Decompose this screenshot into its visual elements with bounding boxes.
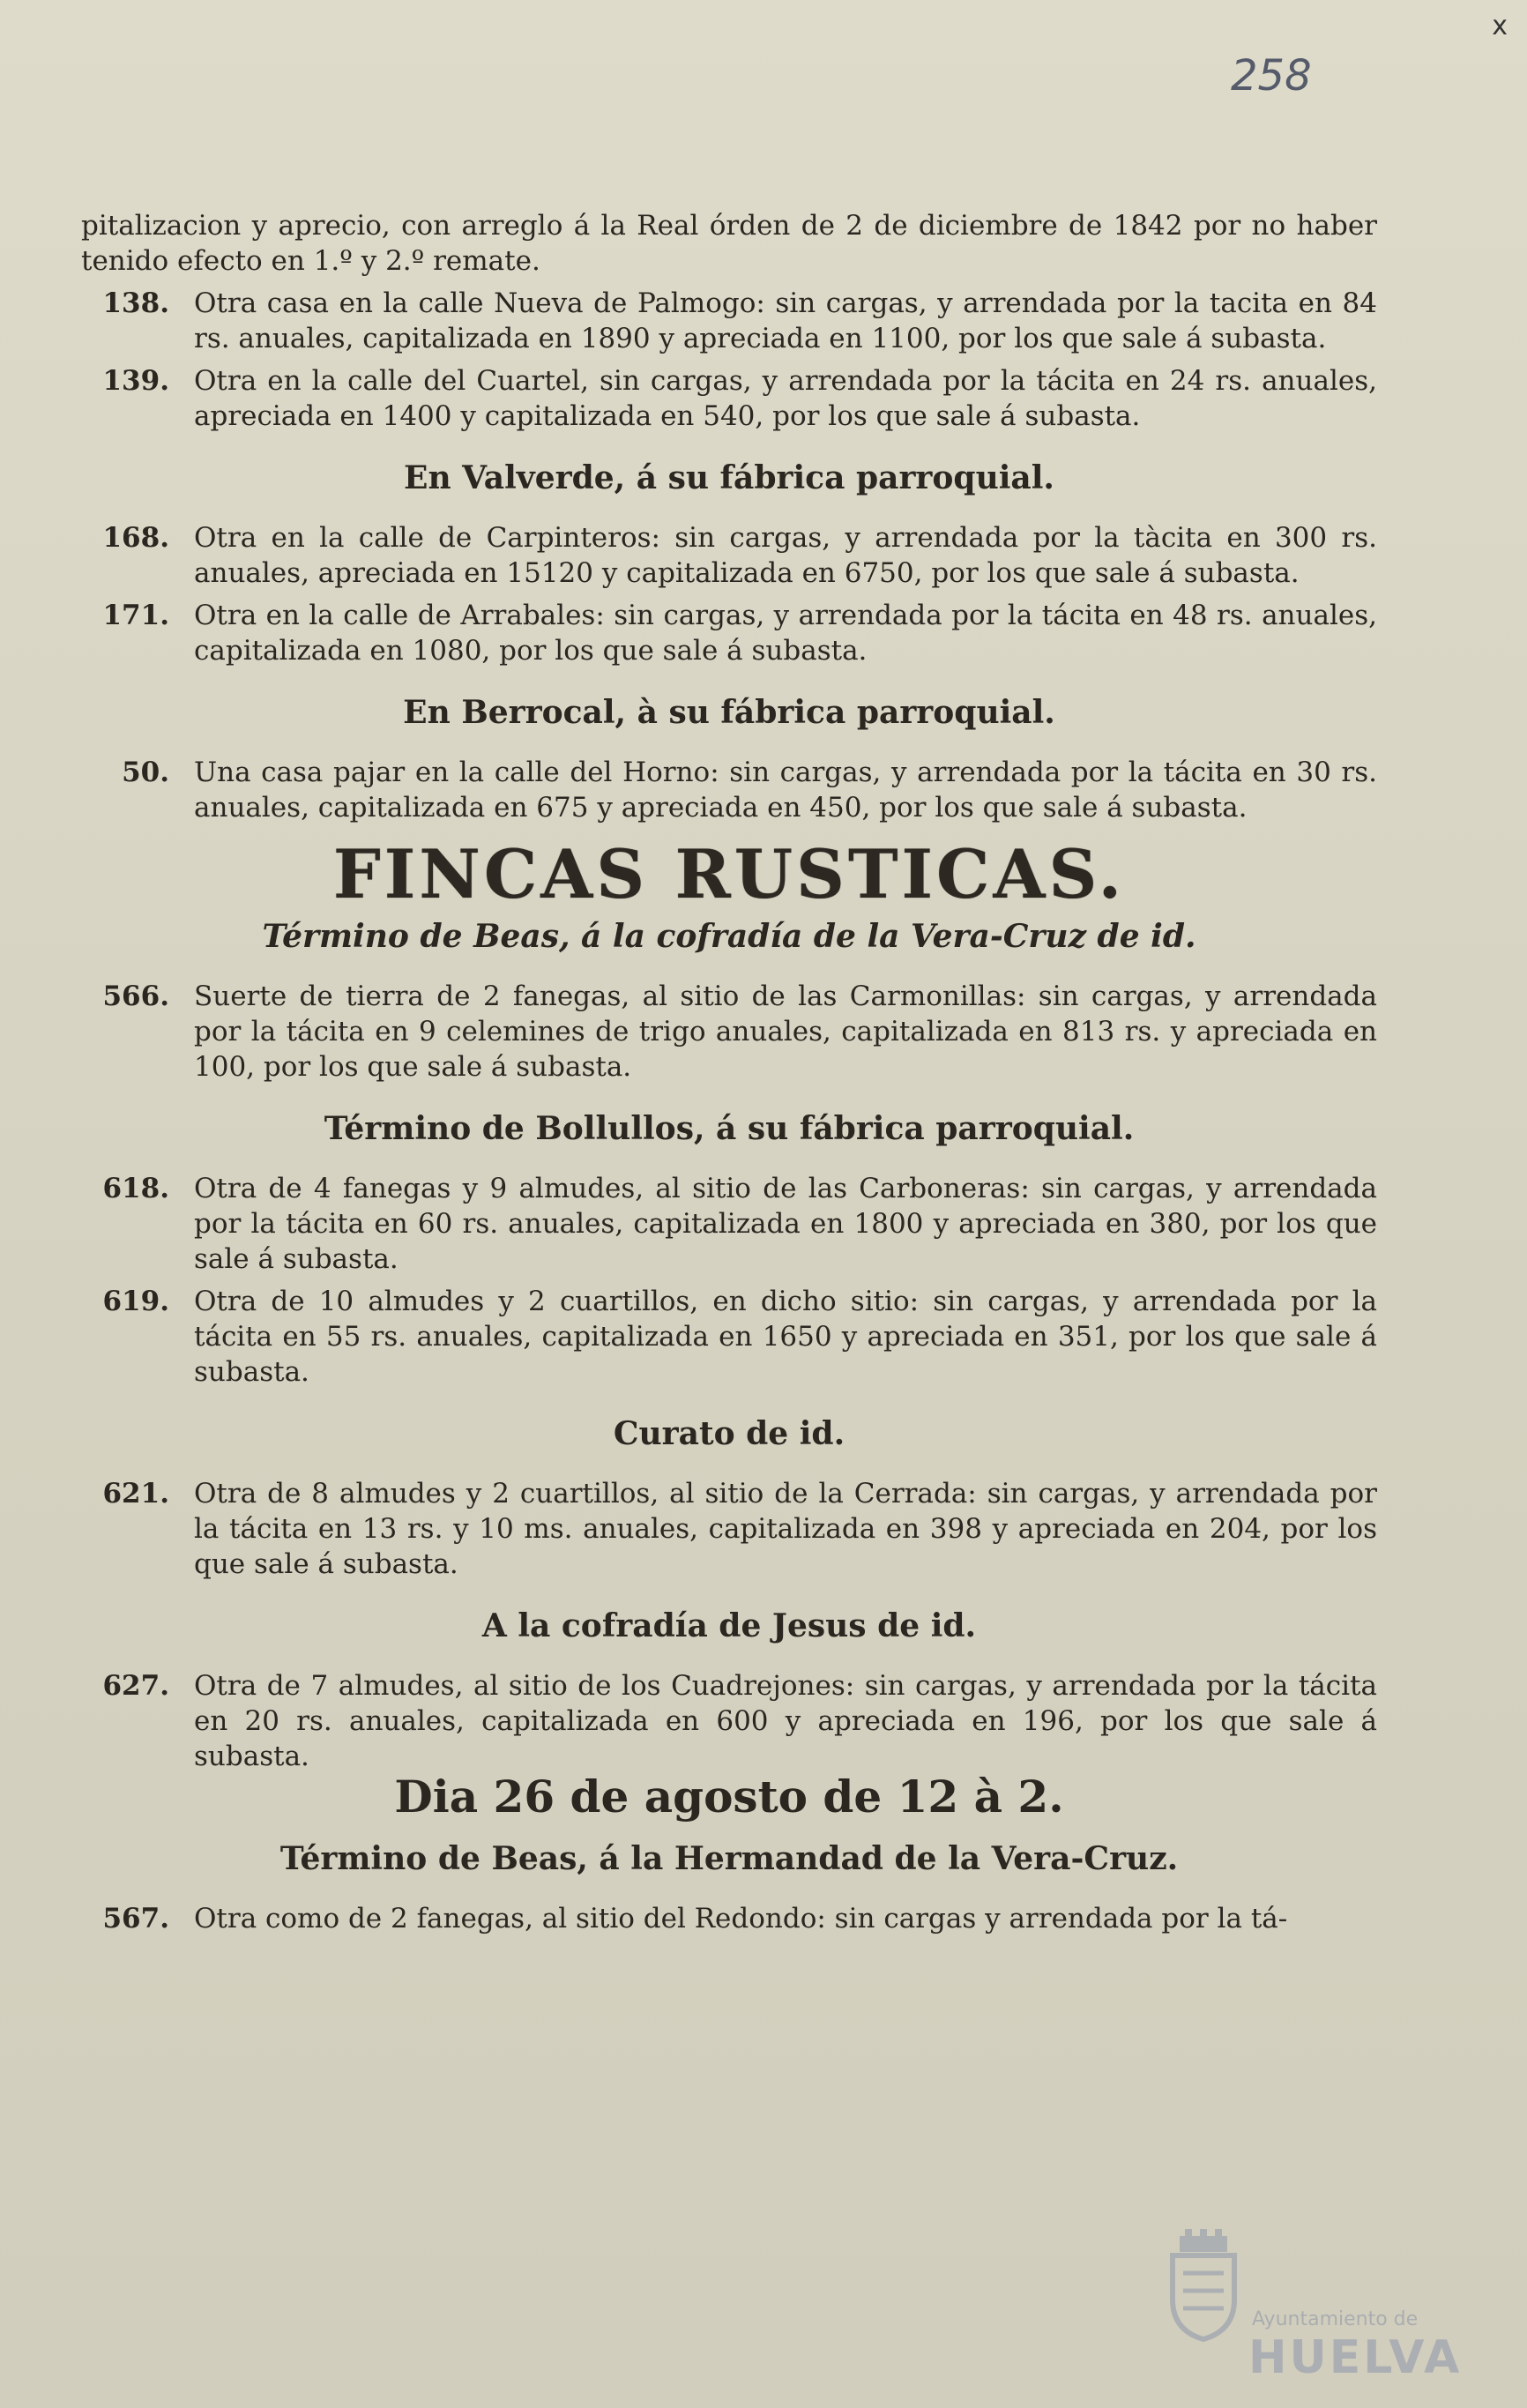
entry-138	[81, 286, 1377, 356]
section-heading-beas-hermandad: Término de Beas, á la Hermandad de la Vera-Cruz.	[279, 1840, 1179, 1877]
main-heading-fincas-rusticas: FINCAS RUSTICAS.	[332, 835, 1126, 913]
entry-619	[81, 1284, 1377, 1390]
entry-618	[81, 1171, 1377, 1277]
entry-number: 621.	[102, 1478, 169, 1510]
entry-number: 171.	[102, 600, 169, 631]
watermark-line2: HUELVA	[1248, 2331, 1463, 2384]
entry-text: Otra de 4 fanegas y 9 almudes, al sitio de las Carboneras: sin cargas, y arrendada por la tácita en 60 rs. anuales, capitalizada en 1800 y apreciada en 380, por los que sale á subasta.	[194, 1173, 1377, 1275]
entry-566	[81, 979, 1377, 1085]
entry-number: 139.	[102, 365, 169, 397]
coat-of-arms-icon	[1164, 2229, 1243, 2344]
entry-text: Otra casa en la calle Nueva de Palmogo: sin cargas, y arrendada por la tacita en 84 rs. anuales, capitalizada en 1890 y apreciada en 1100, por los que sale á subasta.	[194, 287, 1377, 354]
entry-621	[81, 1476, 1377, 1582]
document-body	[81, 208, 1377, 1942]
entry-number: 566.	[102, 980, 169, 1012]
entry-number: 619.	[102, 1286, 169, 1317]
entry-text: Otra de 7 almudes, al sitio de los Cuadrejones: sin cargas, y arrendada por la tácita en 20 rs. anuales, capitalizada en 600 y apreciada en 196, por los que sale á subasta.	[194, 1670, 1377, 1772]
entry-number: 627.	[102, 1670, 169, 1702]
entry-567	[81, 1901, 1377, 1936]
entry-139	[81, 363, 1377, 434]
entry-text: Otra en la calle del Cuartel, sin cargas, y arrendada por la tácita en 24 rs. anuales, apreciada en 1400 y capitalizada en 540, por los que sale á subasta.	[194, 365, 1377, 432]
entry-text: Otra en la calle de Arrabales: sin cargas, y arrendada por la tácita en 48 rs. anuales, capitalizada en 1080, por los que sale á subasta.	[194, 600, 1377, 667]
entry-text: Otra en la calle de Carpinteros: sin cargas, y arrendada por la tàcita en 300 rs. anuales, apreciada en 15120 y capitalizada en 6750, por los que sale á subasta.	[194, 522, 1377, 589]
watermark-logo	[1146, 2222, 1464, 2398]
section-heading-berrocal: En Berrocal, à su fábrica parroquial.	[403, 694, 1055, 731]
watermark-line1: Ayuntamiento de	[1252, 2308, 1419, 2330]
corner-mark: x	[1492, 11, 1508, 41]
day-heading: Dia 26 de agosto de 12 à 2.	[394, 1771, 1064, 1823]
entry-50	[81, 755, 1377, 825]
entry-171	[81, 598, 1377, 668]
entry-text: Una casa pajar en la calle del Horno: sin cargas, y arrendada por la tácita en 30 rs. anuales, capitalizada en 675 y apreciada en 450, por los que sale á subasta.	[194, 757, 1377, 824]
entry-text: Otra de 8 almudes y 2 cuartillos, al sitio de la Cerrada: sin cargas, y arrendada por la tácita en 13 rs. y 10 ms. anuales, capitalizada en 398 y apreciada en 204, por los que sale á subasta.	[194, 1478, 1377, 1580]
section-heading-bollullos: Término de Bollullos, á su fábrica parroquial.	[324, 1110, 1135, 1147]
section-heading-valverde: En Valverde, á su fábrica parroquial.	[404, 459, 1054, 496]
section-heading-cofradia-jesus: A la cofradía de Jesus de id.	[481, 1607, 977, 1644]
entry-number: 618.	[102, 1173, 169, 1204]
entry-text: Otra como de 2 fanegas, al sitio del Redondo: sin cargas y arrendada por la tá-	[194, 1903, 1288, 1935]
entry-text: Suerte de tierra de 2 fanegas, al sitio de las Carmonillas: sin cargas, y arrendada por la tácita en 9 celemines de trigo anuales, capitalizada en 813 rs. y apreciada en 100, por los que sale á subasta.	[194, 980, 1377, 1083]
entry-number: 168.	[102, 522, 169, 554]
entry-627	[81, 1668, 1377, 1774]
section-heading-curato: Curato de id.	[613, 1415, 845, 1452]
folio-number: 258	[1231, 51, 1312, 101]
continued-paragraph: pitalizacion y aprecio, con arreglo á la Real órden de 2 de diciembre de 1842 por no haber tenido efecto en 1.º y 2.º remate.	[81, 210, 1377, 277]
entry-number: 138.	[102, 287, 169, 319]
entry-number: 567.	[102, 1903, 169, 1935]
section-heading-beas-vera-cruz: Término de Beas, á la cofradía de la Vera-Cruz de id.	[262, 918, 1196, 955]
entry-number: 50.	[122, 757, 169, 788]
entry-168	[81, 520, 1377, 591]
entry-text: Otra de 10 almudes y 2 cuartillos, en dicho sitio: sin cargas, y arrendada por la tácita en 55 rs. anuales, capitalizada en 1650 y apreciada en 351, por los que sale á subasta.	[194, 1286, 1377, 1388]
